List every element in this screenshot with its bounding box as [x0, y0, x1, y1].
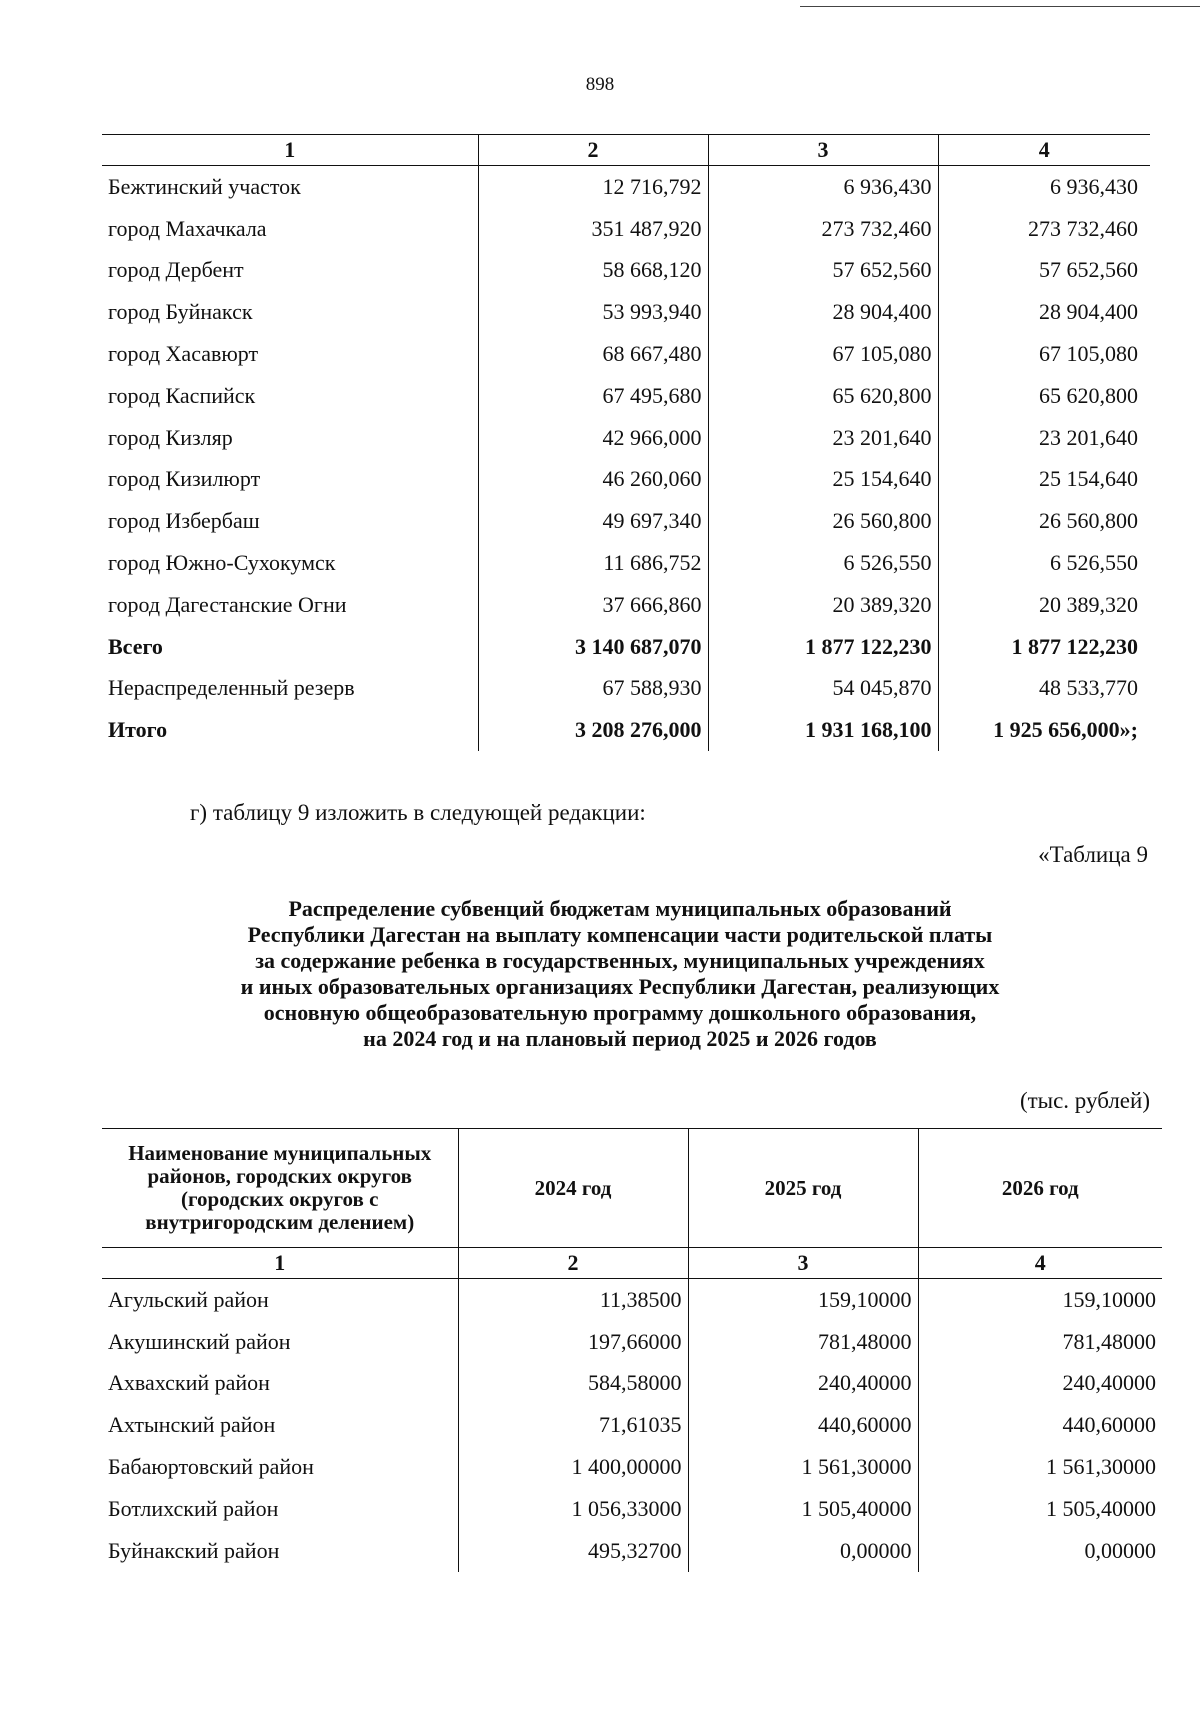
value-2024: 584,58000 — [458, 1363, 688, 1405]
table-row — [102, 375, 1150, 417]
table-row — [102, 1321, 1162, 1363]
value-2025: 781,48000 — [688, 1321, 918, 1363]
table-row — [102, 417, 1150, 459]
row-name: Буйнакский район — [108, 1537, 280, 1563]
value-2026: 1 925 656,000»; — [938, 709, 1150, 751]
header-2024: 2024 год — [458, 1129, 688, 1248]
table-row — [102, 1446, 1162, 1488]
value-2026: 67 105,080 — [938, 333, 1150, 375]
column-number: 1 — [102, 1248, 458, 1279]
header-2026: 2026 год — [918, 1129, 1162, 1248]
title-line: основную общеобразовательную программу дошкольного образования, — [263, 1000, 977, 1025]
column-number-row — [102, 135, 1150, 166]
table-caption: «Таблица 9 — [1038, 842, 1148, 867]
row-name: Агульский район — [108, 1286, 269, 1312]
value-2025: 57 652,560 — [708, 250, 938, 292]
title-line: Распределение субвенций бюджетам муниципальных образований — [288, 896, 952, 921]
value-2025: 1 561,30000 — [688, 1446, 918, 1488]
value-2024: 67 588,930 — [478, 668, 708, 710]
row-name: Бежтинский участок — [108, 173, 301, 199]
table-row — [102, 500, 1150, 542]
table-title — [100, 896, 1140, 1052]
subvention-table-9 — [102, 1128, 1162, 1572]
value-2024: 42 966,000 — [478, 417, 708, 459]
value-2024: 53 993,940 — [478, 291, 708, 333]
value-2025: 159,10000 — [688, 1279, 918, 1321]
value-2026: 57 652,560 — [938, 250, 1150, 292]
value-2025: 23 201,640 — [708, 417, 938, 459]
top-rule — [800, 6, 1200, 7]
value-2026: 6 936,430 — [938, 166, 1150, 208]
column-number-row — [102, 1248, 1162, 1279]
value-2026: 48 533,770 — [938, 668, 1150, 710]
table-row — [102, 709, 1150, 751]
row-name: город Дербент — [108, 257, 244, 283]
value-2024: 68 667,480 — [478, 333, 708, 375]
title-line: на 2024 год и на плановый период 2025 и 2026 годов — [363, 1026, 877, 1051]
value-2024: 12 716,792 — [478, 166, 708, 208]
table-row — [102, 166, 1150, 208]
table-row — [102, 626, 1150, 668]
column-number: 4 — [938, 135, 1150, 166]
value-2025: 6 936,430 — [708, 166, 938, 208]
row-name: город Буйнакск — [108, 299, 253, 325]
value-2026: 6 526,550 — [938, 542, 1150, 584]
column-number: 2 — [478, 135, 708, 166]
value-2026: 1 561,30000 — [918, 1446, 1162, 1488]
table-row — [102, 542, 1150, 584]
value-2026: 240,40000 — [918, 1363, 1162, 1405]
value-2024: 49 697,340 — [478, 500, 708, 542]
page-number: 898 — [585, 74, 615, 95]
value-2024: 1 400,00000 — [458, 1446, 688, 1488]
table-row — [102, 459, 1150, 501]
value-2024: 46 260,060 — [478, 459, 708, 501]
value-2025: 67 105,080 — [708, 333, 938, 375]
column-number: 3 — [708, 135, 938, 166]
header-2025: 2025 год — [688, 1129, 918, 1248]
value-2026: 1 877 122,230 — [938, 626, 1150, 668]
column-number: 2 — [458, 1248, 688, 1279]
value-2025: 1 505,40000 — [688, 1488, 918, 1530]
table-row — [102, 333, 1150, 375]
value-2025: 25 154,640 — [708, 459, 938, 501]
table-row — [102, 1488, 1162, 1530]
value-2026: 440,60000 — [918, 1404, 1162, 1446]
header-row — [102, 1129, 1162, 1248]
column-number: 4 — [918, 1248, 1162, 1279]
value-2024: 67 495,680 — [478, 375, 708, 417]
value-2026: 1 505,40000 — [918, 1488, 1162, 1530]
value-2024: 3 208 276,000 — [478, 709, 708, 751]
row-name: Ботлихский район — [108, 1495, 279, 1521]
value-2025: 26 560,800 — [708, 500, 938, 542]
value-2026: 273 732,460 — [938, 208, 1150, 250]
value-2025: 240,40000 — [688, 1363, 918, 1405]
value-2026: 65 620,800 — [938, 375, 1150, 417]
value-2026: 20 389,320 — [938, 584, 1150, 626]
value-2026: 0,00000 — [918, 1530, 1162, 1572]
row-name: город Каспийск — [108, 382, 256, 408]
table-row — [102, 1530, 1162, 1572]
value-2026: 25 154,640 — [938, 459, 1150, 501]
value-2024: 11,38500 — [458, 1279, 688, 1321]
value-2025: 28 904,400 — [708, 291, 938, 333]
unit-label: (тыс. рублей) — [1019, 1088, 1150, 1113]
value-2026: 781,48000 — [918, 1321, 1162, 1363]
value-2024: 495,32700 — [458, 1530, 688, 1572]
value-2025: 20 389,320 — [708, 584, 938, 626]
value-2025: 65 620,800 — [708, 375, 938, 417]
header-name: Наименование муниципальных районов, городских округов (городских округов с внутригородским делением) — [102, 1129, 458, 1248]
value-2026: 159,10000 — [918, 1279, 1162, 1321]
value-2024: 197,66000 — [458, 1321, 688, 1363]
row-name: город Кизилюрт — [108, 466, 261, 492]
value-2025: 273 732,460 — [708, 208, 938, 250]
value-2026: 26 560,800 — [938, 500, 1150, 542]
row-name: город Хасавюрт — [108, 341, 259, 367]
row-name: Нераспределенный резерв — [108, 675, 355, 701]
value-2025: 440,60000 — [688, 1404, 918, 1446]
table-row — [102, 584, 1150, 626]
column-number: 3 — [688, 1248, 918, 1279]
amendment-instruction: г) таблицу 9 изложить в следующей редакции: — [190, 800, 646, 825]
row-name: город Кизляр — [108, 424, 233, 450]
row-name: город Махачкала — [108, 215, 267, 241]
value-2024: 3 140 687,070 — [478, 626, 708, 668]
row-name: город Дагестанские Огни — [108, 591, 347, 617]
row-name: Ахвахский район — [108, 1370, 270, 1396]
column-number: 1 — [102, 135, 478, 166]
value-2024: 1 056,33000 — [458, 1488, 688, 1530]
value-2024: 11 686,752 — [478, 542, 708, 584]
row-name: Акушинский район — [108, 1328, 291, 1354]
value-2024: 37 666,860 — [478, 584, 708, 626]
value-2024: 71,61035 — [458, 1404, 688, 1446]
row-name: город Избербаш — [108, 508, 260, 534]
table-row — [102, 291, 1150, 333]
table-row — [102, 668, 1150, 710]
title-line: за содержание ребенка в государственных, муниципальных учреждениях — [255, 948, 985, 973]
value-2026: 28 904,400 — [938, 291, 1150, 333]
table-row — [102, 250, 1150, 292]
value-2025: 0,00000 — [688, 1530, 918, 1572]
value-2025: 1 931 168,100 — [708, 709, 938, 751]
value-2024: 58 668,120 — [478, 250, 708, 292]
row-name: город Южно-Сухокумск — [108, 550, 336, 576]
value-2025: 6 526,550 — [708, 542, 938, 584]
table-row — [102, 1404, 1162, 1446]
row-name: Бабаюртовский район — [108, 1454, 314, 1480]
value-2025: 54 045,870 — [708, 668, 938, 710]
row-name: Всего — [108, 633, 163, 659]
title-line: Республики Дагестан на выплату компенсации части родительской платы — [247, 922, 993, 947]
table-row — [102, 208, 1150, 250]
table-row — [102, 1279, 1162, 1321]
table-row — [102, 1363, 1162, 1405]
value-2025: 1 877 122,230 — [708, 626, 938, 668]
row-name: Итого — [108, 717, 168, 743]
subvention-table-continued — [102, 134, 1150, 751]
value-2024: 351 487,920 — [478, 208, 708, 250]
value-2026: 23 201,640 — [938, 417, 1150, 459]
row-name: Ахтынский район — [108, 1412, 276, 1438]
title-line: и иных образовательных организациях Республики Дагестан, реализующих — [240, 974, 1000, 999]
